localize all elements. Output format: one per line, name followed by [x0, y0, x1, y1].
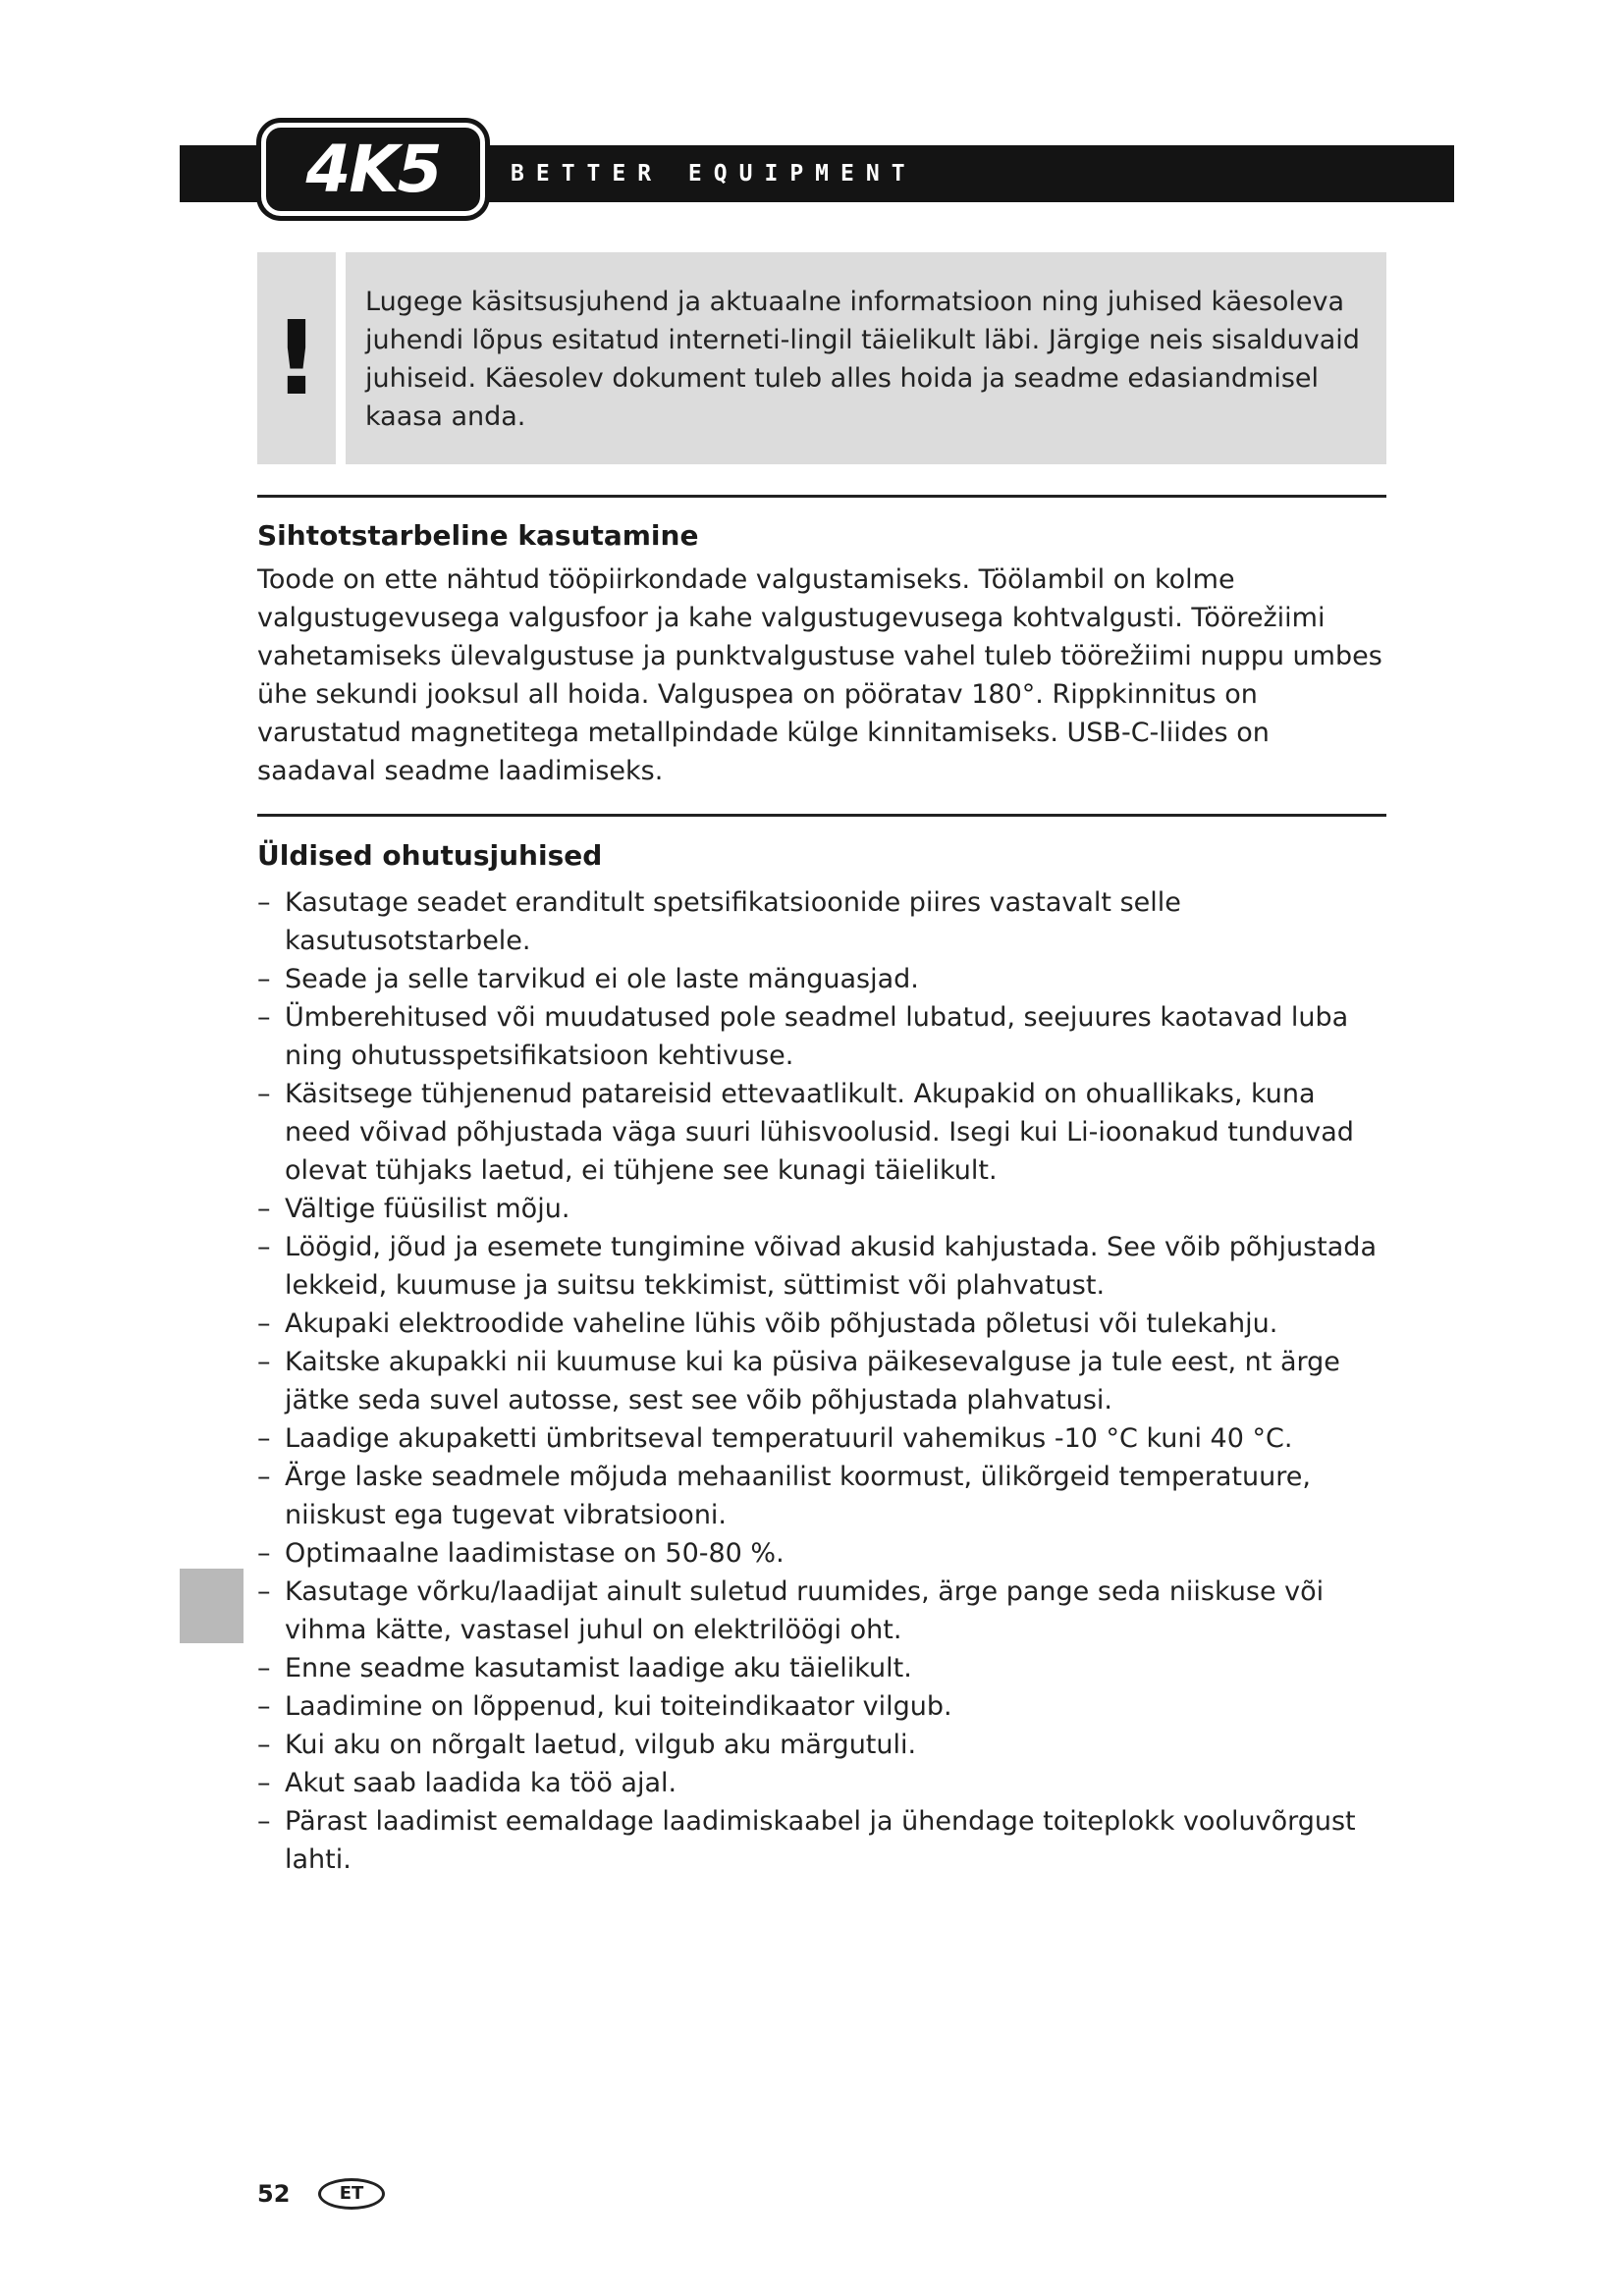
intended-use-text: Toode on ette nähtud tööpiirkondade valgustamiseks. Töölambil on kolme valgustugevusega valgusfoor ja kahe valgustugevusega kohtvalgusti. Töörežiimi vahetamiseks ülevalgustuse ja punktvalgustuse vahel tuleb töörežiimi nuppu umbes ühe sekundi jooksul all hoida. Valguspea on pööratav 180°. Rippkinnitus on varustatud magnetitega metallpindade külge kinnitamiseks. USB-C-liides on saadaval seadme laadimiseks. — [257, 564, 1382, 786]
list-item: – Pärast laadimist eemaldage laadimiskaabel ja ühendage toiteplokk vooluvõrgust lahti. — [257, 1802, 1386, 1879]
language-badge — [318, 2178, 385, 2210]
section-divider — [257, 814, 1386, 817]
notice-box — [346, 252, 1386, 464]
list-item: – Laadige akupaketti ümbritseval temperatuuril vahemikus -10 °C kuni 40 °C. — [257, 1419, 1386, 1458]
language-code: ET — [339, 2183, 364, 2204]
list-item: – Kasutage võrku/laadijat ainult suletud ruumides, ärge pange seda niiskuse või vihma kätte, vastasel juhul on elektrilöögi oht. — [257, 1573, 1386, 1649]
list-item: – Ärge laske seadmele mõjuda mehaanilist koormust, ülikõrgeid temperatuure, niiskust ega tugevat vibratsiooni. — [257, 1458, 1386, 1534]
notice-text: Lugege käsitsusjuhend ja aktuaalne informatsioon ning juhised käesoleva juhendi lõpus esitatud interneti-lingil täielikult läbi. Järgige neis sisalduvaid juhiseid. Käesolev dokument tuleb alles hoida ja seadme edasiandmisel kaasa anda. — [365, 287, 1360, 432]
list-item: – Akupaki elektroodide vaheline lühis võib põhjustada põletusi või tulekahju. — [257, 1305, 1386, 1343]
list-item: – Kaitske akupakki nii kuumuse kui ka püsiva päikesevalguse ja tule eest, nt ärge jätke seda suvel autosse, sest see võib põhjustada plahvatusi. — [257, 1343, 1386, 1419]
page-number: 52 — [257, 2180, 291, 2208]
chapter-tab-marker — [180, 1569, 244, 1643]
intended-use-title: Sihtotstarbeline kasutamine — [257, 519, 699, 552]
list-item: – Optimaalne laadimistase on 50-80 %. — [257, 1534, 1386, 1573]
safety-title: Üldised ohutusjuhised — [257, 839, 603, 872]
brand-tagline: BETTER EQUIPMENT — [511, 161, 917, 187]
safety-list — [257, 883, 1386, 1879]
exclamation-mark: ! — [273, 298, 320, 418]
list-item: – Enne seadme kasutamist laadige aku täielikult. — [257, 1649, 1386, 1687]
list-item: – Ümberehitused või muudatused pole seadmel lubatud, seejuures kaotavad luba ning ohutusspetsifikatsioon kehtivuse. — [257, 998, 1386, 1075]
brand-logo-text: 4K5 — [305, 131, 441, 207]
list-item: – Käsitsege tühjenenud patareisid ettevaatlikult. Akupakid on ohuallikaks, kuna need võivad põhjustada väga suuri lühisvoolusid. Isegi kui Li-ioonakud tunduvad olevat tühjaks laetud, ei tühjene see kunagi täielikult. — [257, 1075, 1386, 1190]
section-divider — [257, 495, 1386, 498]
list-item: – Kasutage seadet eranditult spetsifikatsioonide piires vastavalt selle kasutusotstarbele. — [257, 883, 1386, 960]
list-item: – Kui aku on nõrgalt laetud, vilgub aku märgutuli. — [257, 1726, 1386, 1764]
brand-logo — [261, 123, 485, 216]
list-item: – Akut saab laadida ka töö ajal. — [257, 1764, 1386, 1802]
warning-icon — [257, 252, 336, 464]
list-item: – Löögid, jõud ja esemete tungimine võivad akusid kahjustada. See võib põhjustada lekkeid, kuumuse ja suitsu tekkimist, süttimist või plahvatust. — [257, 1228, 1386, 1305]
list-item: – Laadimine on lõppenud, kui toiteindikaator vilgub. — [257, 1687, 1386, 1726]
list-item: – Vältige füüsilist mõju. — [257, 1190, 1386, 1228]
list-item: – Seade ja selle tarvikud ei ole laste mänguasjad. — [257, 960, 1386, 998]
